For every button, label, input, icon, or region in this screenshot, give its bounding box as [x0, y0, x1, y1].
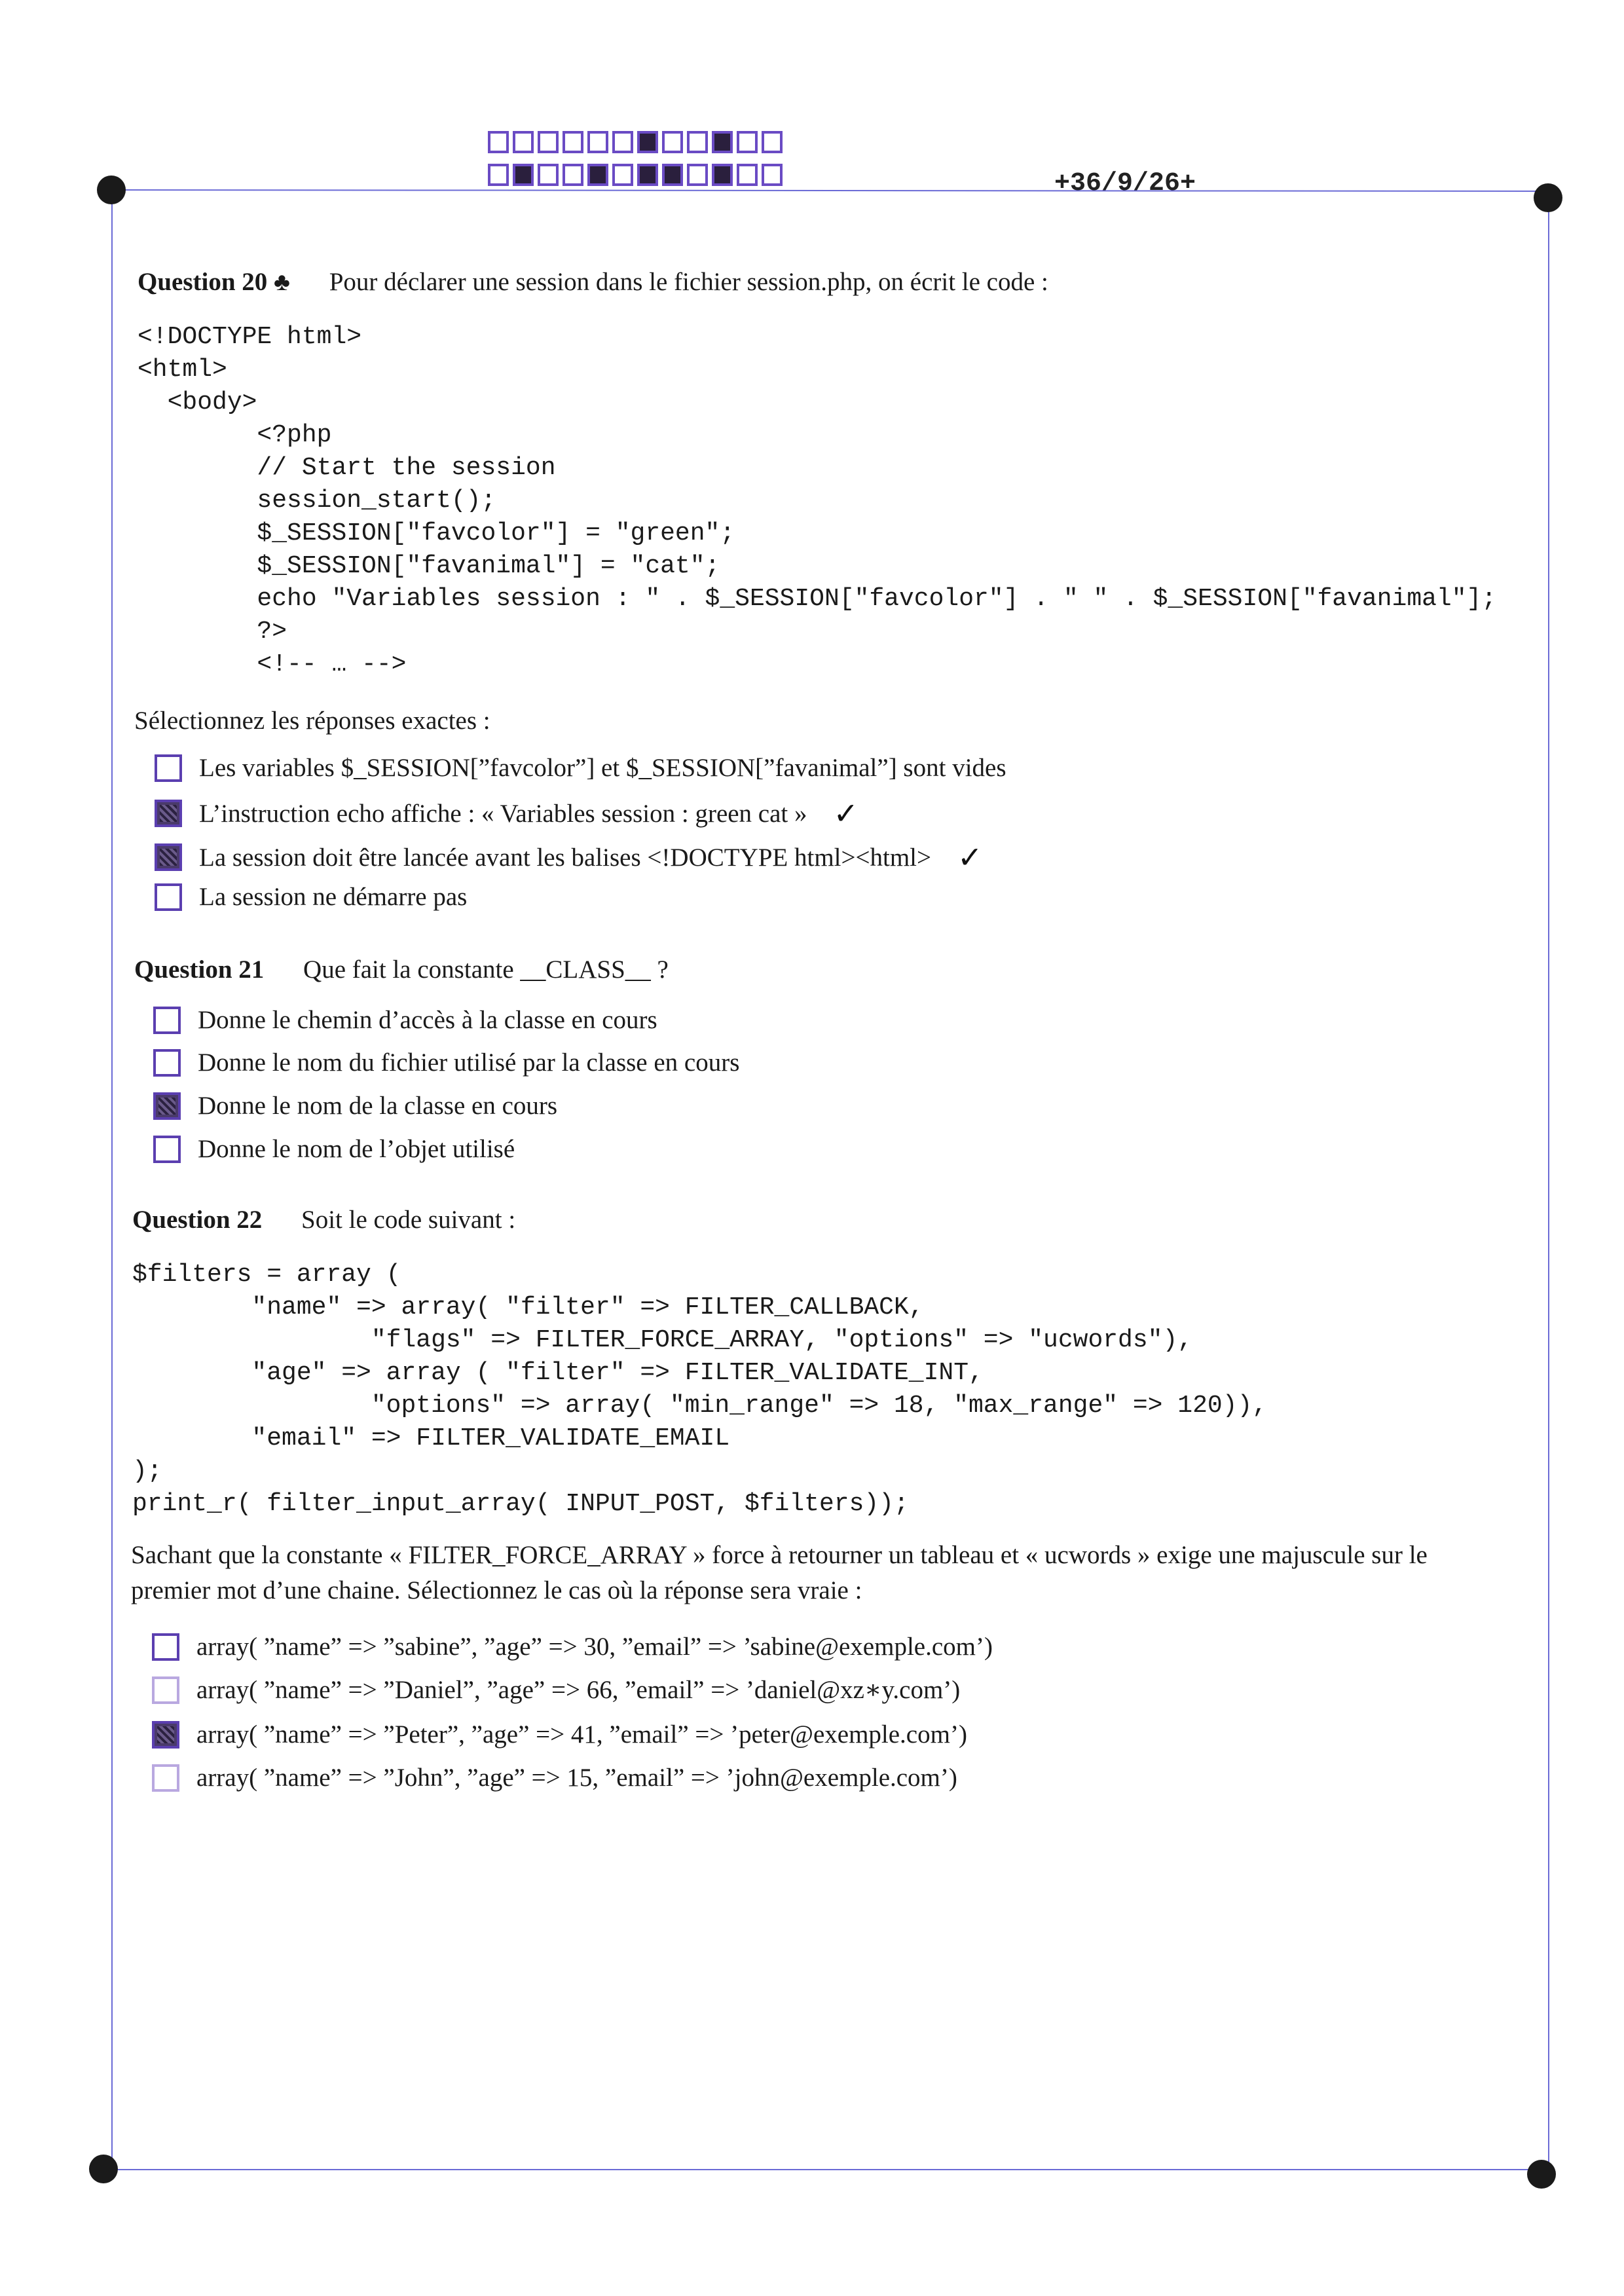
- barcode-cell: [587, 131, 608, 153]
- code-line: <!DOCTYPE html>: [138, 323, 362, 351]
- code-line: <?php: [138, 421, 332, 449]
- checkbox[interactable]: [152, 1764, 179, 1792]
- answer-text: Donne le chemin d’accès à la classe en cours: [198, 1006, 657, 1034]
- barcode-cell: [513, 131, 534, 153]
- answer-text: L’instruction echo affiche : « Variables session : green cat »: [199, 799, 807, 828]
- code-line: print_r( filter_input_array( INPUT_POST, $filters));: [132, 1490, 909, 1518]
- answer-choice[interactable]: [155, 796, 858, 831]
- frame-left-line: [111, 190, 113, 2168]
- corner-mark-bottom-right: [1527, 2160, 1556, 2189]
- barcode-cell: [662, 164, 683, 186]
- checkbox[interactable]: [155, 754, 182, 782]
- question-label: Question 20 ♣: [138, 268, 290, 296]
- page-id: +36/9/26+: [1054, 169, 1196, 198]
- checkbox[interactable]: [153, 1007, 181, 1034]
- checkbox-checked[interactable]: [155, 800, 182, 827]
- club-icon: ♣: [274, 268, 290, 296]
- answer-choice[interactable]: [155, 753, 1006, 783]
- question-20-instruction: Sélectionnez les réponses exactes :: [134, 707, 490, 735]
- checkbox-checked[interactable]: [155, 843, 182, 871]
- checkbox-checked[interactable]: [153, 1092, 181, 1120]
- checkbox[interactable]: [155, 883, 182, 911]
- answer-text: Les variables $_SESSION[”favcolor”] et $_SESSION[”favanimal”] sont vides: [199, 754, 1006, 782]
- checkbox[interactable]: [153, 1136, 181, 1163]
- barcode-cell: [637, 131, 658, 153]
- question-label: Question 21: [134, 955, 265, 984]
- answer-text: La session doit être lancée avant les balises <!DOCTYPE html><html>: [199, 843, 931, 872]
- barcode-cell: [538, 164, 559, 186]
- answer-choice[interactable]: [152, 1675, 960, 1705]
- answer-text: array( ”name” => ”Daniel”, ”age” => 66, ”email” => ’daniel@xz∗y.com’): [196, 1676, 961, 1704]
- question-22-instruction-line-1: Sachant que la constante « FILTER_FORCE_ARRAY » force à retourner un tableau et « ucwords » exige une majuscule sur le: [131, 1541, 1428, 1569]
- barcode-row-1: [488, 131, 783, 153]
- question-22-code: [132, 1259, 1267, 1521]
- corner-mark-top-right: [1534, 183, 1562, 212]
- code-line: // Start the session: [138, 454, 556, 482]
- answer-choice[interactable]: [153, 1048, 739, 1077]
- frame-right-line: [1548, 196, 1549, 2174]
- answer-choice[interactable]: [155, 882, 467, 912]
- barcode-cell: [612, 131, 633, 153]
- question-prompt: Soit le code suivant :: [301, 1206, 516, 1234]
- answer-choice[interactable]: [152, 1763, 957, 1792]
- answer-choice[interactable]: [155, 840, 983, 875]
- barcode-cell: [687, 131, 708, 153]
- answer-text: array( ”name” => ”Peter”, ”age” => 41, ”email” => ’peter@exemple.com’): [196, 1720, 967, 1749]
- question-21-heading: [134, 955, 669, 984]
- code-line: $_SESSION["favcolor"] = "green";: [138, 519, 735, 547]
- question-22-instruction-line-2: premier mot d’une chaine. Sélectionnez le cas où la réponse sera vraie :: [131, 1576, 862, 1604]
- code-line: $_SESSION["favanimal"] = "cat";: [138, 552, 720, 580]
- corner-mark-bottom-left: [89, 2155, 118, 2183]
- answer-choice[interactable]: [152, 1632, 993, 1661]
- code-line: $filters = array (: [132, 1261, 401, 1289]
- checkbox[interactable]: [152, 1676, 179, 1704]
- barcode-cell: [513, 164, 534, 186]
- code-line: "email" => FILTER_VALIDATE_EMAIL: [132, 1424, 730, 1453]
- answer-text: Donne le nom du fichier utilisé par la classe en cours: [198, 1048, 740, 1077]
- answer-text: La session ne démarre pas: [199, 883, 468, 911]
- barcode-cell: [712, 164, 733, 186]
- barcode-cell: [612, 164, 633, 186]
- code-line: "options" => array( "min_range" => 18, "max_range" => 120)),: [132, 1392, 1268, 1420]
- code-line: session_start();: [138, 487, 496, 515]
- code-line: <body>: [138, 388, 257, 417]
- answer-choice[interactable]: [153, 1005, 657, 1035]
- answer-text: array( ”name” => ”John”, ”age” => 15, ”email” => ’john@exemple.com’): [196, 1764, 957, 1792]
- code-line: "name" => array( "filter" => FILTER_CALLBACK,: [132, 1293, 924, 1322]
- barcode-cell: [488, 131, 509, 153]
- barcode-cell: [637, 164, 658, 186]
- code-line: <html>: [138, 356, 227, 384]
- answer-choice[interactable]: [153, 1091, 557, 1120]
- barcode-cell: [737, 131, 758, 153]
- corner-mark-top-left: [97, 176, 126, 204]
- handwritten-check-icon: ✓: [833, 796, 859, 831]
- barcode-cell: [563, 131, 583, 153]
- question-20-code: [138, 321, 1496, 681]
- question-prompt: Que fait la constante __CLASS__ ?: [303, 955, 669, 984]
- barcode-row-2: [488, 164, 783, 186]
- barcode-cell: [563, 164, 583, 186]
- answer-text: array( ”name” => ”sabine”, ”age” => 30, ”email” => ’sabine@exemple.com’): [196, 1633, 993, 1661]
- answer-text: Donne le nom de l’objet utilisé: [198, 1135, 515, 1163]
- question-22-heading: [132, 1205, 515, 1234]
- barcode-cell: [538, 131, 559, 153]
- barcode-cell: [488, 164, 509, 186]
- checkbox[interactable]: [153, 1049, 181, 1077]
- answer-choice[interactable]: [152, 1720, 967, 1749]
- handwritten-check-icon: ✓: [957, 840, 983, 875]
- barcode-cell: [762, 164, 783, 186]
- barcode-cell: [712, 131, 733, 153]
- barcode-cell: [662, 131, 683, 153]
- frame-bottom-line: [103, 2169, 1554, 2170]
- checkbox-checked[interactable]: [152, 1721, 179, 1749]
- answer-choice[interactable]: [153, 1134, 515, 1164]
- code-line: );: [132, 1457, 162, 1485]
- barcode-cell: [762, 131, 783, 153]
- question-label: Question 22: [132, 1206, 263, 1234]
- code-line: ?>: [138, 618, 287, 646]
- code-line: "flags" => FILTER_FORCE_ARRAY, "options" => "ucwords"),: [132, 1326, 1193, 1354]
- code-line: <!-- … -->: [138, 650, 407, 678]
- question-prompt: Pour déclarer une session dans le fichier session.php, on écrit le code :: [329, 268, 1048, 296]
- answer-text: Donne le nom de la classe en cours: [198, 1092, 558, 1120]
- barcode-cell: [687, 164, 708, 186]
- barcode-cell: [587, 164, 608, 186]
- checkbox[interactable]: [152, 1633, 179, 1661]
- frame-top-line: [111, 189, 1552, 192]
- code-line: echo "Variables session : " . $_SESSION["favcolor"] . " " . $_SESSION["favanimal"];: [138, 585, 1497, 613]
- question-20-heading: [138, 267, 1048, 297]
- code-line: "age" => array ( "filter" => FILTER_VALIDATE_INT,: [132, 1359, 984, 1387]
- barcode-cell: [737, 164, 758, 186]
